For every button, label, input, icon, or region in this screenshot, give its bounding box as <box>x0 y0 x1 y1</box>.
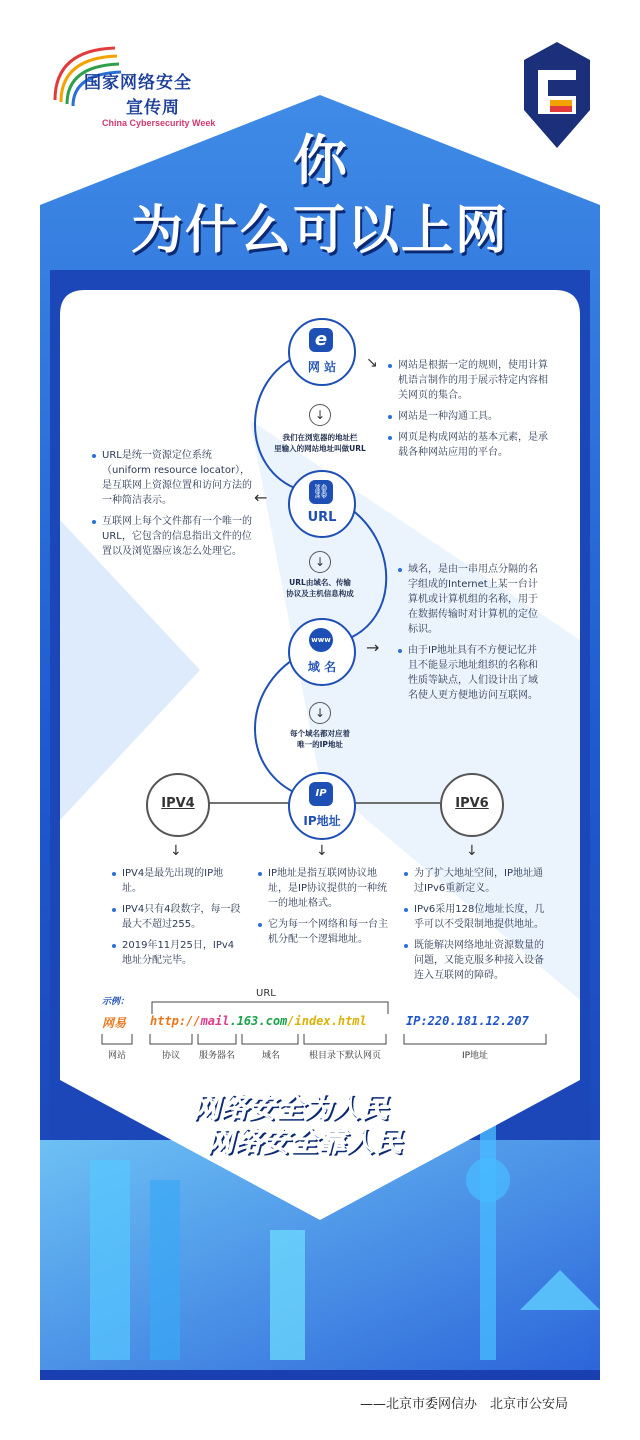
example-site-logo: 网易 <box>102 1016 127 1030</box>
website-desc-item: 网站是根据一定的规则，使用计算机语言制作的用于展示特定内容相关网页的集合。 <box>388 358 548 403</box>
ip-chip-icon: IP <box>309 782 333 806</box>
ipv6-desc-item: 为了扩大地址空间，IP地址通过IPv6重新定义。 <box>404 866 549 896</box>
down-arrow-icon: ↓ <box>309 551 331 573</box>
www-icon: www <box>309 628 333 652</box>
website-desc-item: 网页是构成网站的基本元素，是承载各种网站应用的平台。 <box>388 430 548 460</box>
slogan-line2: 网络安全靠人民 <box>206 1125 403 1158</box>
down-arrow-icon: ↓ <box>309 702 331 724</box>
example-url <box>150 1014 367 1028</box>
slogan-line1: 网络安全为人民 <box>192 1091 389 1124</box>
node-domain-label: 域 名 <box>307 660 337 674</box>
arrow-down-icon: ↓ <box>170 843 182 859</box>
caption-ip: IP地址 <box>461 1051 489 1061</box>
arrow-right-icon: → <box>366 638 380 657</box>
url-desc-item: URL是统一资源定位系统（uniform resource locator），是互联网上资源位置和访问方法的一种简洁表示。 <box>92 448 252 508</box>
caption-protocol: 协议 <box>161 1051 180 1061</box>
arrow-left-icon: ← <box>254 488 268 507</box>
caption-domain: 域名 <box>261 1051 280 1061</box>
note-url-to-domain: URL由域名、传输 协议及主机信息构成 <box>286 578 354 598</box>
page-title-line2: 为什么可以上网 <box>130 201 509 261</box>
ipv6-desc-item: 既能解决网络地址资源数量的问题，又能克服多种接入设备连入互联网的障碍。 <box>404 938 549 983</box>
node-ipv4-label: IPV4 <box>161 796 195 811</box>
website-desc-item: 网站是一种沟通工具。 <box>388 409 548 424</box>
caption-server: 服务器名 <box>198 1051 235 1061</box>
node-ip-label: IP地址 <box>303 814 341 828</box>
ip-desc-item: 它为每一个网络和每一台主机分配一个逻辑地址。 <box>258 917 388 947</box>
example-protocol: http:// <box>150 1014 201 1028</box>
link-icon: ⛓ <box>309 480 333 504</box>
note-domain-to-ip: 每个域名都对应着 唯一的IP地址 <box>290 729 350 749</box>
example-url-label: URL <box>256 988 276 999</box>
example-ip: IP:220.181.12.207 <box>406 1014 529 1028</box>
ip-desc-item: IP地址是指互联网协议地址，是IP协议提供的一种统一的地址格式。 <box>258 866 388 911</box>
domain-desc-item: 由于IP地址具有不方便记忆并且不能显示地址组织的名称和性质等缺点，人们设计出了域名使人更方便地访问互联网。 <box>398 643 546 703</box>
ipv4-desc-item: IPV4只有4段数字，每一段最大不超过255。 <box>112 902 242 932</box>
example-domain: .163.com <box>229 1014 288 1028</box>
caption-path: 根目录下默认网页 <box>308 1051 381 1061</box>
node-url-label: URL <box>307 510 337 525</box>
domain-desc-item: 域名，是由一串用点分隔的名字组成的Internet上某一台计算机或计算机组的名称，用于在数据传输时对计算机的定位标识。 <box>398 562 546 637</box>
ipv6-desc-item: IPv6采用128位地址长度，几乎可以不受限制地提供地址。 <box>404 902 549 932</box>
logo-line1: 国家网络安全 <box>84 73 192 93</box>
footer-credit: ——北京市委网信办 北京市公安局 <box>360 1397 569 1412</box>
logo-line2: 宣传周 <box>126 98 180 118</box>
arrow-down-icon: ↓ <box>316 843 328 859</box>
ipv4-desc-item: 2019年11月25日，IPv4地址分配完毕。 <box>112 938 242 968</box>
arrow-right-icon: ↘ <box>366 355 378 371</box>
note-website-to-url: 我们在浏览器的地址栏 里输入的网站地址叫做URL <box>274 433 366 453</box>
example-label: 示例： <box>102 997 130 1007</box>
example-server: mail <box>200 1014 230 1028</box>
logo-line3: China Cybersecurity Week <box>102 118 216 128</box>
down-arrow-icon: ↓ <box>309 404 331 426</box>
url-desc-item: 互联网上每个文件都有一个唯一的URL，它包含的信息指出文件的位置以及浏览器应该怎么处理它。 <box>92 514 252 559</box>
caption-site: 网站 <box>107 1051 126 1061</box>
example-path: /index.html <box>287 1014 367 1028</box>
node-website-label: 网 站 <box>307 360 337 374</box>
page-title-line1: 你 <box>293 129 347 192</box>
ipv4-desc-item: IPV4是最先出现的IP地址。 <box>112 866 242 896</box>
node-ipv6-label: IPV6 <box>455 796 489 811</box>
ie-icon: e <box>309 328 333 352</box>
arrow-down-icon: ↓ <box>466 843 478 859</box>
